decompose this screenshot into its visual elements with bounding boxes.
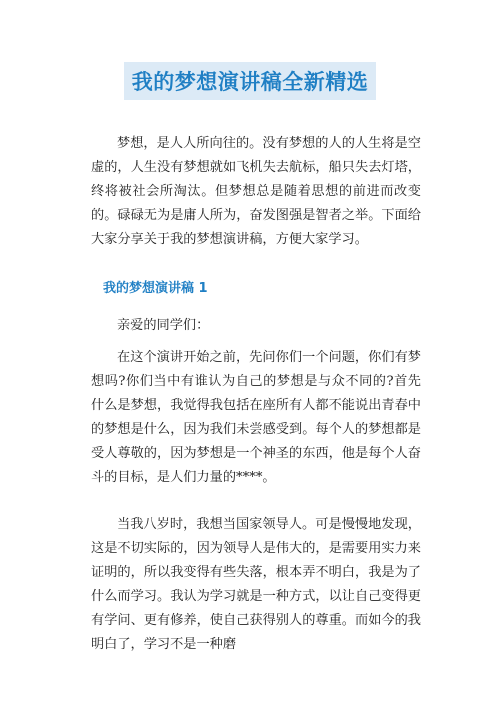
body-paragraph: 在这个演讲开始之前，先问你们一个问题，你们有梦想吗?你们当中有谁认为自己的梦想是与众不同的?首先什么是梦想，我觉得我包括在座所有人都不能说出青春中的梦想是什么，因为我们未尝感受到。每个人的梦想都是受人尊敬的，因为梦想是一个神圣的东西，他是每个人奋斗的目标，是人们力量的****。 bbox=[91, 350, 421, 485]
section-heading: 我的梦想演讲稿 1 bbox=[103, 281, 208, 296]
body-paragraph: 当我八岁时，我想当国家领导人。可是慢慢地发现，这是不切实际的，因为领导人是伟大的，是需要用实力来证明的，所以我变得有些失落，根本弄不明白，我是为了什么而学习。我认为学习就是一种方式，以让自己变得更有学问、更有修养，使自己获得别人的尊重。而如今的我明白了，学习不是一种磨 bbox=[91, 517, 421, 652]
title-container bbox=[0, 62, 500, 100]
intro-paragraph: 梦想，是人人所向往的。没有梦想的人的人生将是空虚的，人生没有梦想就如飞机失去航标，船只失去灯塔，终将被社会所淘汰。但梦想总是随着思想的前进而改变的。碌碌无为是庸人所为，奋发图强是智者之举。下面给大家分享关于我的梦想演讲稿，方便大家学习。 bbox=[91, 136, 421, 247]
greeting-paragraph: 亲爱的同学们： bbox=[117, 318, 210, 333]
document-title: 我的梦想演讲稿全新精选 bbox=[124, 62, 377, 100]
